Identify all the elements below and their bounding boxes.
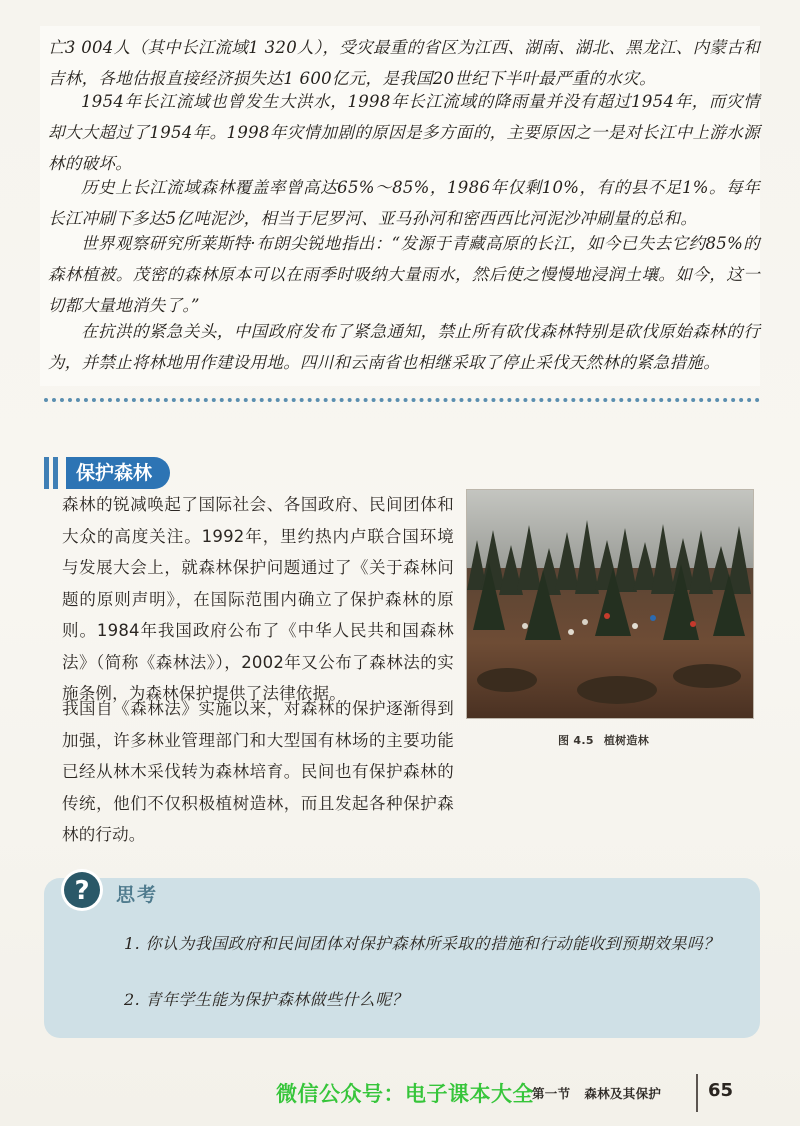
dotted-divider — [44, 398, 760, 402]
figure-label: 图 4.5 — [558, 734, 594, 747]
case-paragraph-5: 在抗洪的紧急关头，中国政府发布了紧急通知，禁止所有砍伐森林特别是砍伐原始森林的行为，并禁止将林地用作建设用地。四川和云南省也相继采取了停止采伐天然林的紧急措施。 — [48, 322, 760, 372]
tree-planting-photo — [466, 489, 754, 719]
think-title: 思考 — [116, 884, 159, 906]
footer-section-title: 森林及其保护 — [584, 1086, 662, 1101]
page-number: 65 — [708, 1080, 734, 1101]
case-paragraph-2: 1954年长江流域也曾发生大洪水，1998年长江流域的降雨量并没有超过1954年，而灾情却大大超过了1954年。1998年灾情加剧的原因是多方面的，主要原因之一是对长江中上游水源林的破坏。 — [48, 92, 760, 173]
think-question-1: 1. 你认为我国政府和民间团体对保护森林所采取的措施和行动能收到预期效果吗？ — [124, 934, 720, 953]
svg-text:?: ? — [74, 876, 90, 906]
forest-photo-illustration — [467, 490, 753, 718]
figure-title: 植树造林 — [603, 734, 650, 747]
question-mark-icon — [60, 868, 104, 912]
footer-section-number: 第一节 — [532, 1086, 571, 1101]
section-heading — [44, 456, 208, 490]
footer-watermark: 微信公众号：电子课本大全 — [276, 1082, 534, 1106]
case-paragraph-4: 世界观察研究所莱斯特·布朗尖锐地指出：“发源于青藏高原的长江，如今已失去它约85%的森林植被。茂密的森林原本可以在雨季时吸纳大量雨水，然后使之慢慢地浸润土壤。如今，这一切都大量地消失了。” — [48, 234, 760, 315]
case-paragraph-3: 历史上长江流域森林覆盖率曾高达65%～85%，1986年仅剩10%，有的县不足1%。每年长江冲刷下多达5亿吨泥沙，相当于尼罗河、亚马孙河和密西西比河泥沙冲刷量的总和。 — [48, 178, 760, 228]
section-paragraph-2: 我国自《森林法》实施以来，对森林的保护逐渐得到加强，许多林业管理部门和大型国有林场的主要功能已经从林木采伐转为森林培育。民间也有保护森林的传统，他们不仅积极植树造林，而且发起各种保护森林的行动。 — [62, 699, 454, 844]
case-paragraph-1: 亡3 004人（其中长江流域1 320人），受灾最重的省区为江西、湖南、湖北、黑龙江、内蒙古和吉林，各地估报直接经济损失达1 600亿元，是我国20世纪下半叶最严重的水灾。 — [48, 38, 760, 88]
footer-section-label — [532, 1084, 661, 1102]
section-heading-label: 保护森林 — [66, 457, 170, 489]
section-paragraph-1: 森林的锐减唤起了国际社会、各国政府、民间团体和大众的高度关注。1992年，里约热内卢联合国环境与发展大会上，就森林保护问题通过了《关于森林问题的原则声明》，在国际范围内确立了保护森林的原则。1984年我国政府公布了《中华人民共和国森林法》（简称《森林法》），2002年又公布了森林法的实施条例，为森林保护提供了法律依据。 — [62, 495, 454, 703]
heading-bars-decoration — [44, 457, 58, 489]
figure-caption — [558, 732, 649, 748]
think-question-2: 2. 青年学生能为保护森林做些什么呢？ — [124, 990, 408, 1009]
footer-divider — [696, 1074, 698, 1112]
